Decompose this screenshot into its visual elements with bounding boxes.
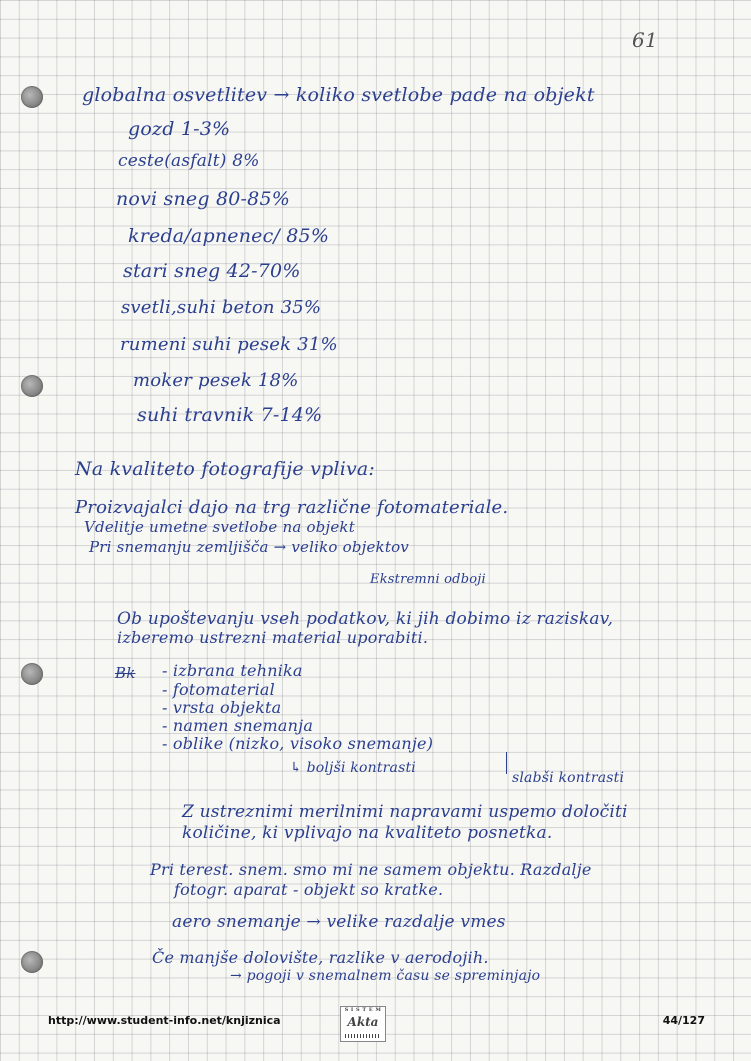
reflectance-item: moker pesek 18% xyxy=(133,370,299,391)
reflectance-item: kreda/apnenec/ 85% xyxy=(128,225,330,247)
conclusion-line: Z ustreznimi merilnimi napravami uspemo določiti xyxy=(182,802,628,822)
reflectance-item: gozd 1-3% xyxy=(128,118,231,140)
quality-line: Vdelitje umetne svetlobe na objekt xyxy=(84,518,355,536)
conditions-line: → pogoji v snemalnem času se spreminjajo xyxy=(230,968,541,984)
factor-item: - oblike (nizko, visoko snemanje) xyxy=(162,734,434,753)
paragraph-line: Ob upoštevanju vseh podatkov, ki jih dobimo iz raziskav, xyxy=(117,609,614,629)
reflectance-item: svetli,suhi beton 35% xyxy=(121,297,322,318)
contrast-worse: slabši kontrasti xyxy=(512,770,625,786)
reflectance-item: rumeni suhi pesek 31% xyxy=(120,334,338,355)
reflectance-item: suhi travnik 7-14% xyxy=(137,404,323,426)
reflectance-item: ceste(asfalt) 8% xyxy=(118,151,260,171)
aero-line: aero snemanje → velike razdalje vmes xyxy=(172,912,506,932)
factor-item: - namen snemanja xyxy=(162,716,314,735)
footer-url[interactable]: http://www.student-info.net/knjiznica xyxy=(48,1014,281,1027)
factor-item: - izbrana tehnika xyxy=(162,661,303,680)
terrestrial-line: fotogr. aparat - objekt so kratke. xyxy=(174,880,444,899)
conclusion-line: količine, ki vplivajo na kvaliteto posnetka. xyxy=(182,823,553,843)
binder-hole xyxy=(21,951,43,973)
quality-line: Proizvajalci dajo na trg različne fotomateriale. xyxy=(75,497,509,518)
quality-line: Ekstremni odboji xyxy=(370,572,486,587)
factor-item: - fotomaterial xyxy=(162,680,275,699)
sistem-akta-logo: S I S T E M Akta xyxy=(340,1006,386,1042)
quality-line: Pri snemanju zemljišča → veliko objektov xyxy=(89,538,409,556)
contrast-better: ↳ boljši kontrasti xyxy=(290,760,416,776)
contrast-arrow-line xyxy=(506,752,507,774)
notes-heading: globalna osvetlitev → koliko svetlobe pade na objekt xyxy=(82,84,595,106)
factor-item: - vrsta objekta xyxy=(162,698,282,717)
paragraph-line: izberemo ustrezni material uporabiti. xyxy=(117,628,429,647)
quality-heading: Na kvaliteto fotografije vpliva: xyxy=(75,458,376,480)
smaller-line: Če manjše dolovište, razlike v aerodojih. xyxy=(152,948,489,967)
page-footer xyxy=(0,1012,751,1042)
footer-page-count: 44/127 xyxy=(662,1014,705,1027)
page-number: 61 xyxy=(632,28,658,52)
reflectance-item: stari sneg 42-70% xyxy=(123,260,301,282)
factors-marker: Bk xyxy=(115,664,136,682)
binder-hole xyxy=(21,86,43,108)
binder-hole xyxy=(21,375,43,397)
reflectance-item: novi sneg 80-85% xyxy=(116,188,290,210)
binder-hole xyxy=(21,663,43,685)
terrestrial-line: Pri terest. snem. smo mi ne samem objektu. Razdalje xyxy=(150,860,592,879)
